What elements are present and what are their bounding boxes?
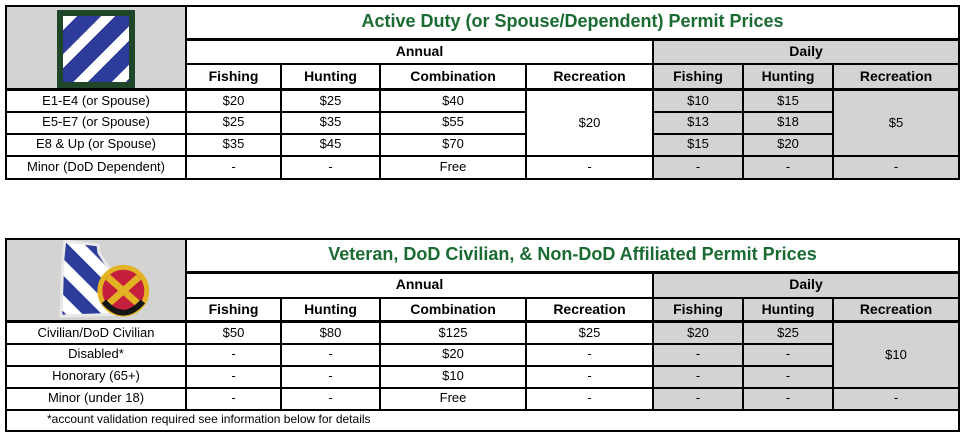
price-cell: $20 [380,344,526,366]
table-row [6,366,959,388]
row-label: E8 & Up (or Spouse) [6,134,186,156]
merged-annual-recreation-price: $20 [526,90,653,156]
price-cell: - [653,388,743,410]
daily-recreation-header: Recreation [833,64,959,89]
price-cell: - [186,156,281,179]
price-cell: - [186,344,281,366]
row-label: E1-E4 (or Spouse) [6,90,186,112]
annual-combination-header: Combination [380,298,526,322]
price-cell: - [743,344,833,366]
price-cell: $35 [186,134,281,156]
annual-hunting-header: Hunting [281,64,380,89]
price-cell: - [833,388,959,410]
row-label: Minor (DoD Dependent) [6,156,186,179]
price-cell: $20 [186,90,281,112]
price-cell: $13 [653,112,743,134]
price-cell: $15 [743,90,833,112]
daily-fishing-header: Fishing [653,64,743,89]
price-cell: - [743,388,833,410]
table-row [6,112,959,134]
price-cell: $50 [186,322,281,344]
annual-group-header: Annual [186,39,653,64]
price-cell: Free [380,388,526,410]
price-cell: $25 [526,322,653,344]
3rd-infantry-division-patch-icon [57,10,135,88]
price-cell: Free [380,156,526,179]
row-label: Minor (under 18) [6,388,186,410]
active-duty-permit-table [5,5,960,180]
annual-recreation-header: Recreation [526,64,653,89]
price-cell: $10 [653,90,743,112]
price-cell: $25 [281,90,380,112]
veteran-table-logo-cell [6,239,186,322]
price-cell: $125 [380,322,526,344]
row-label: Honorary (65+) [6,366,186,388]
price-cell: $40 [380,90,526,112]
row-label: Civilian/DoD Civilian [6,322,186,344]
price-cell: $20 [653,322,743,344]
price-cell: - [281,388,380,410]
table-row [6,388,959,410]
merged-daily-recreation-price: $10 [833,322,959,388]
price-cell: - [186,388,281,410]
price-cell: - [653,344,743,366]
active-duty-logo-cell [6,6,186,90]
table-row [6,344,959,366]
daily-group-header: Daily [653,39,959,64]
price-cell: $70 [380,134,526,156]
price-cell: $35 [281,112,380,134]
table-row [6,90,959,112]
price-cell: $18 [743,112,833,134]
annual-group-header: Annual [186,272,653,298]
daily-hunting-header: Hunting [743,298,833,322]
price-cell: $55 [380,112,526,134]
price-cell: $10 [380,366,526,388]
price-cell: $45 [281,134,380,156]
annual-fishing-header: Fishing [186,298,281,322]
daily-fishing-header: Fishing [653,298,743,322]
table-row [6,322,959,344]
veteran-table-title: Veteran, DoD Civilian, & Non-DoD Affiliated Permit Prices [186,239,959,272]
annual-recreation-header: Recreation [526,298,653,322]
price-cell: $20 [743,134,833,156]
daily-hunting-header: Hunting [743,64,833,89]
row-label: E5-E7 (or Spouse) [6,112,186,134]
price-cell: - [526,156,653,179]
merged-daily-recreation-price: $5 [833,90,959,156]
georgia-stripes-crest-icon [26,240,166,320]
row-label: Disabled* [6,344,186,366]
price-cell: - [833,156,959,179]
price-cell: - [526,388,653,410]
active-duty-table-title: Active Duty (or Spouse/Dependent) Permit Prices [186,6,959,39]
price-cell: - [281,344,380,366]
account-validation-footnote: *account validation required see information below for details [6,410,959,431]
price-cell: - [653,366,743,388]
price-cell: $15 [653,134,743,156]
price-cell: $25 [186,112,281,134]
annual-fishing-header: Fishing [186,64,281,89]
price-cell: $25 [743,322,833,344]
price-cell: - [281,366,380,388]
price-cell: - [743,156,833,179]
daily-group-header: Daily [653,272,959,298]
annual-hunting-header: Hunting [281,298,380,322]
price-cell: - [743,366,833,388]
price-cell: - [526,366,653,388]
price-cell: - [653,156,743,179]
daily-recreation-header: Recreation [833,298,959,322]
annual-combination-header: Combination [380,64,526,89]
table-row [6,156,959,179]
table-row [6,134,959,156]
price-cell: - [526,344,653,366]
price-cell: $80 [281,322,380,344]
veteran-civilian-permit-table [5,238,960,432]
price-cell: - [281,156,380,179]
price-cell: - [186,366,281,388]
